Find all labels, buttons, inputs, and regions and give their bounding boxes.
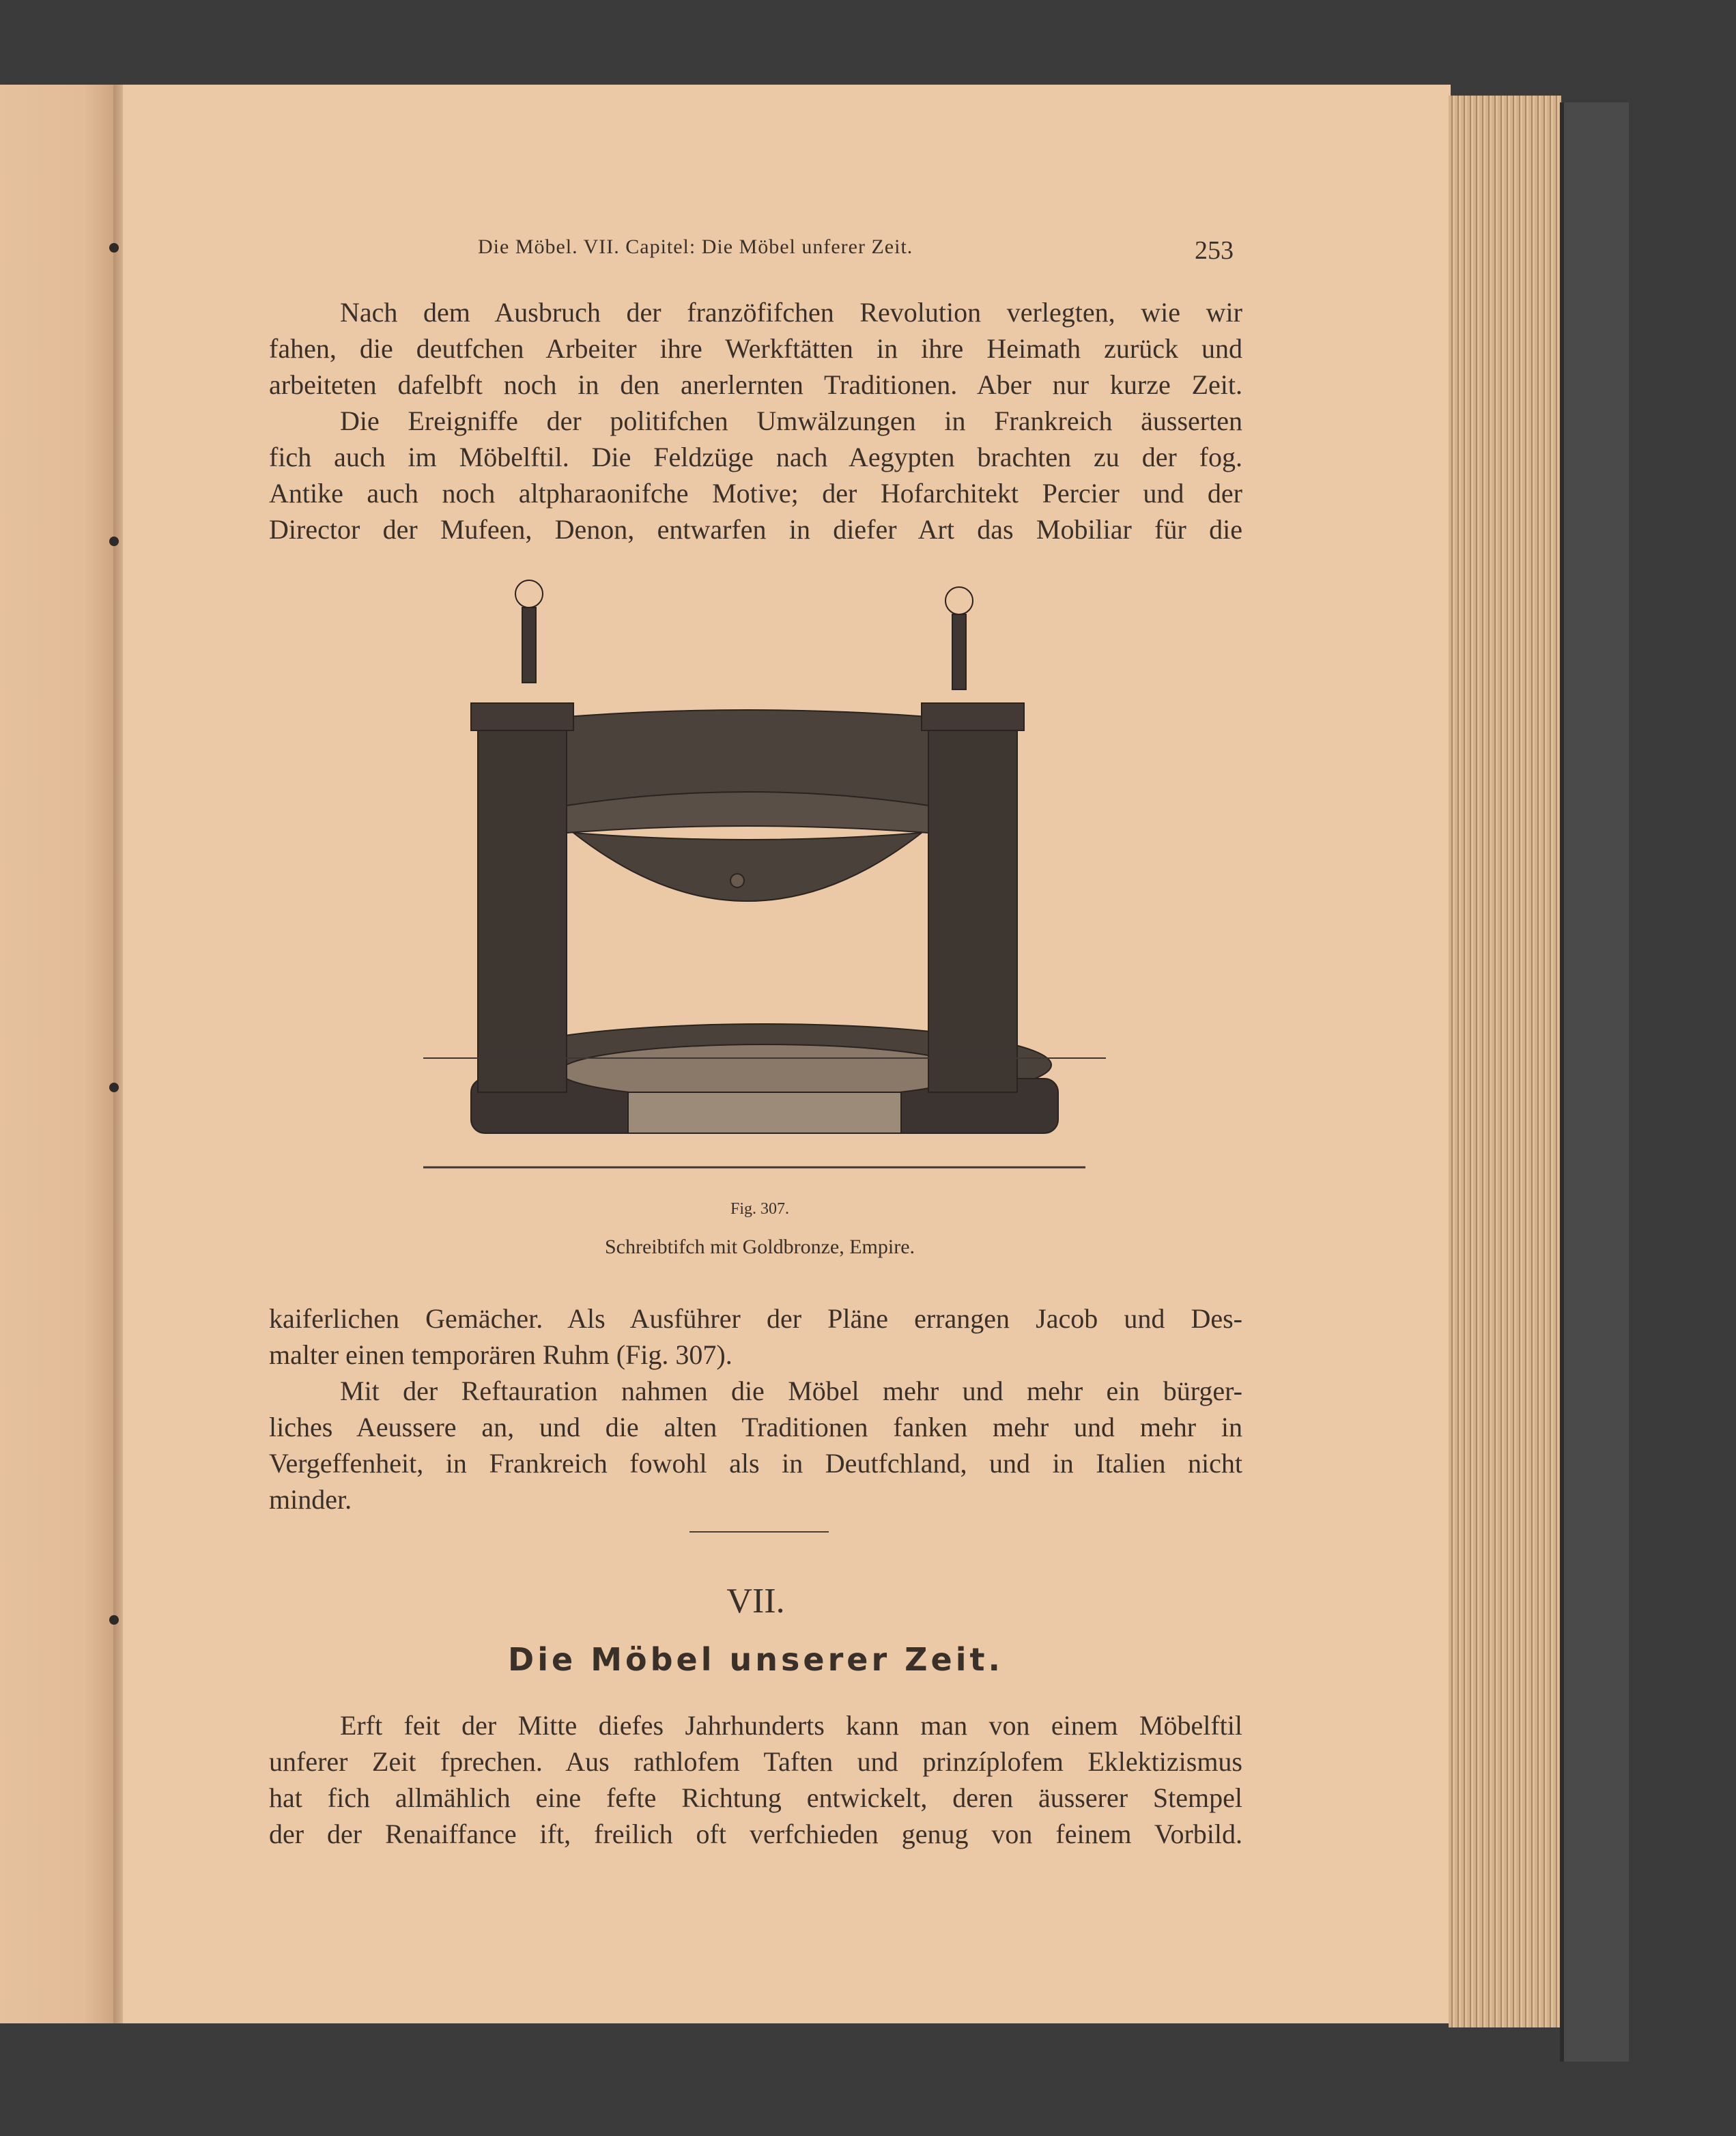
text-line: unferer Zeit fprechen. Aus rathlofem Taften und prinzíplofem Eklektizismus [269,1746,1242,1777]
figure-number: Fig. 307. [730,1200,789,1218]
text-line: arbeiteten dafelbft noch in den anerlernten Traditionen. Aber nur kurze Zeit. [269,369,1242,400]
text-line: Vergeffenheit, in Frankreich fowohl als in Deutfchland, und in Italien nicht [269,1448,1242,1479]
binding-hole [109,537,119,546]
figure-caption: Schreibtifch mit Goldbronze, Empire. [604,1236,915,1258]
page-number: 253 [1195,236,1234,265]
binding-hole [109,1083,119,1092]
text-line: Antike auch noch altpharaonifche Motive; der Hofarchitekt Percier und der [269,478,1242,509]
book-cover [1560,102,1629,2062]
text-line: minder. [269,1484,352,1515]
page-edges [1449,96,1561,2027]
text-line: der der Renaiffance ift, freilich oft verfchieden genug von feinem Vorbild. [269,1819,1242,1849]
text-line: kaiferlichen Gemächer. Als Ausführer der Pläne errangen Jacob und Des- [269,1303,1242,1334]
text-line: malter einen temporären Ruhm (Fig. 307). [269,1339,732,1370]
text-line: liches Aeussere an, und die alten Traditionen fanken mehr und mehr in [269,1412,1242,1442]
text-line: Die Ereigniffe der politifchen Umwälzungen in Frankreich äusserten [340,405,1242,436]
desk-illustration [423,573,1106,1201]
text-line: Mit der Reftauration nahmen die Möbel mehr und mehr ein bürger- [340,1376,1242,1406]
text-line: fahen, die deutfchen Arbeiter ihre Werkftätten in ihre Heimath zurück und [269,333,1242,364]
binding-hole [109,243,119,253]
text-line: hat fich allmählich eine fefte Richtung entwickelt, deren äusserer Stempel [269,1782,1242,1813]
section-divider [689,1531,829,1533]
binding-hole [109,1615,119,1625]
text-line: Director der Mufeen, Denon, entwarfen in diefer Art das Mobiliar für die [269,514,1242,545]
left-page [0,85,120,2023]
text-line: Nach dem Ausbruch der franzöfifchen Revolution verlegten, wie wir [340,297,1242,328]
running-head: Die Möbel. VII. Capitel: Die Möbel unferer Zeit. [478,236,913,258]
text-line: Erft feit der Mitte diefes Jahrhunderts kann man von einem Möbelftil [340,1710,1242,1741]
chapter-number: VII. [726,1582,785,1621]
text-line: fich auch im Möbelftil. Die Feldzüge nach Aegypten brachten zu der fog. [269,442,1242,472]
chapter-title: Die Möbel unserer Zeit. [508,1641,1004,1678]
